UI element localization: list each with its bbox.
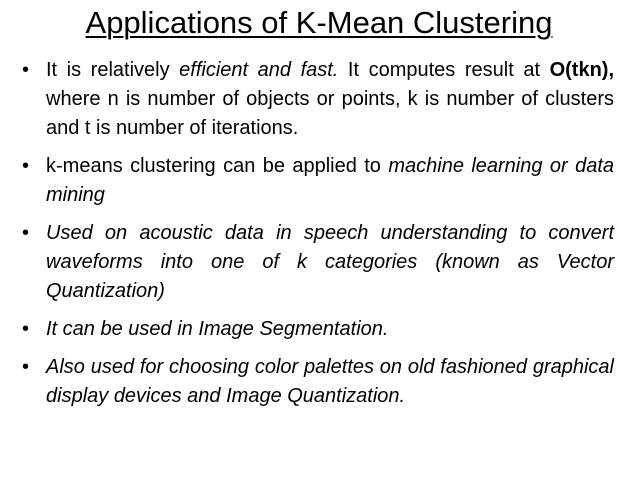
bullet-list — [22, 56, 614, 420]
bullet-text-italic: Also used for choosing color palettes on old fashioned graphical display devices and Image Quantization. — [46, 356, 614, 407]
bullet-item-2 — [22, 152, 614, 210]
bullet-text: It is relatively — [46, 59, 180, 81]
bullet-text: where n is number of objects or points, k is number of clusters and t is number of iterations. — [46, 88, 614, 139]
bullet-text-bold: O(tkn), — [549, 59, 614, 81]
bullet-text-italic: machine learning or data mining — [46, 155, 614, 206]
bullet-text-italic: efficient and fast. — [179, 59, 339, 81]
bullet-item-3 — [22, 219, 614, 306]
bullet-item-5 — [22, 353, 614, 411]
bullet-item-1 — [22, 56, 614, 143]
bullet-item-4 — [22, 315, 614, 344]
bullet-text: k-means clustering can be applied to — [46, 155, 389, 177]
bullet-text-italic: Used on acoustic data in speech understanding to convert waveforms into one of k categories (known as Vector Quantization) — [46, 222, 614, 302]
slide-title: Applications of K-Mean Clustering — [85, 5, 553, 40]
bullet-text: It computes result at — [338, 59, 550, 81]
bullet-text-italic: It can be used in Image Segmentation. — [46, 318, 389, 340]
